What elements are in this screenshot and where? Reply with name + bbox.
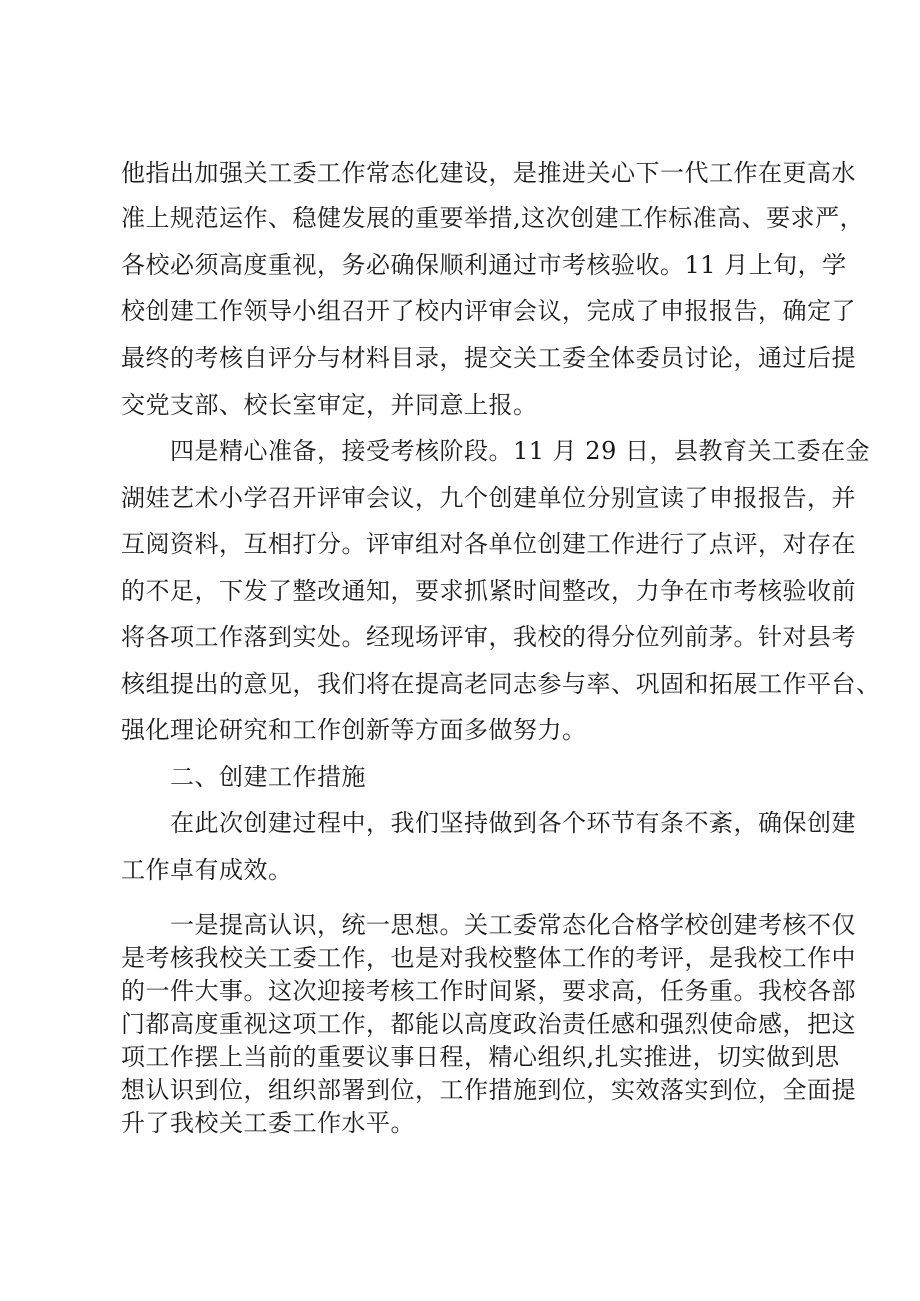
paragraph-line: 各校必须高度重视，务必确保顺利通过市考核验收。11 月上旬，学 bbox=[121, 251, 847, 279]
paragraph-line: 校创建工作领导小组召开了校内评审会议，完成了申报报告，确定了 bbox=[121, 297, 856, 325]
paragraph-line: 将各项工作落到实处。经现场评审，我校的得分位列前茅。针对县考 bbox=[121, 623, 856, 651]
paragraph-line: 四是精心准备，接受考核阶段。11 月 29 日，县教育关工委在金 bbox=[170, 437, 870, 465]
paragraph-line: 湖娃艺术小学召开评审会议，九个创建单位分别宣读了申报报告，并 bbox=[121, 484, 856, 512]
paragraph-line: 核组提出的意见，我们将在提高老同志参与率、巩固和拓展工作平台、 bbox=[121, 670, 881, 698]
paragraph-line: 互阅资料，互相打分。评审组对各单位创建工作进行了点评，对存在 bbox=[121, 530, 856, 558]
paragraph-line: 的一件大事。这次迎接考核工作时间紧，要求高，任务重。我校各部 bbox=[121, 977, 856, 1005]
paragraph-line: 他指出加强关工委工作常态化建设，是推进关心下一代工作在更高水 bbox=[121, 159, 856, 187]
paragraph-line: 工作卓有成效。 bbox=[121, 856, 293, 884]
paragraph-line: 准上规范运作、稳健发展的重要举措,这次创建工作标准高、要求严， bbox=[121, 204, 865, 232]
paragraph-line: 在此次创建过程中，我们坚持做到各个环节有条不紊，确保创建 bbox=[170, 809, 856, 837]
paragraph-line: 最终的考核自评分与材料目录，提交关工委全体委员讨论，通过后提 bbox=[121, 344, 856, 372]
paragraph-line: 是考核我校关工委工作，也是对我校整体工作的考评，是我校工作中 bbox=[121, 944, 856, 972]
paragraph-line: 项工作摆上当前的重要议事日程，精心组织,扎实推进，切实做到思 bbox=[121, 1043, 840, 1071]
paragraph-line: 交党支部、校长室审定，并同意上报。 bbox=[121, 391, 538, 419]
paragraph-line: 门都高度重视这项工作，都能以高度政治责任感和强烈使命感，把这 bbox=[121, 1010, 856, 1038]
section-heading: 二、创建工作措施 bbox=[170, 763, 366, 791]
paragraph-line: 强化理论研究和工作创新等方面多做努力。 bbox=[121, 716, 587, 744]
paragraph-line: 一是提高认识，统一思想。关工委常态化合格学校创建考核不仅 bbox=[170, 911, 856, 939]
paragraph-line: 想认识到位，组织部署到位，工作措施到位，实效落实到位，全面提 bbox=[121, 1076, 856, 1104]
paragraph-line: 的不足，下发了整改通知，要求抓紧时间整改，力争在市考核验收前 bbox=[121, 577, 856, 605]
paragraph-line: 升了我校关工委工作水平。 bbox=[121, 1109, 415, 1137]
